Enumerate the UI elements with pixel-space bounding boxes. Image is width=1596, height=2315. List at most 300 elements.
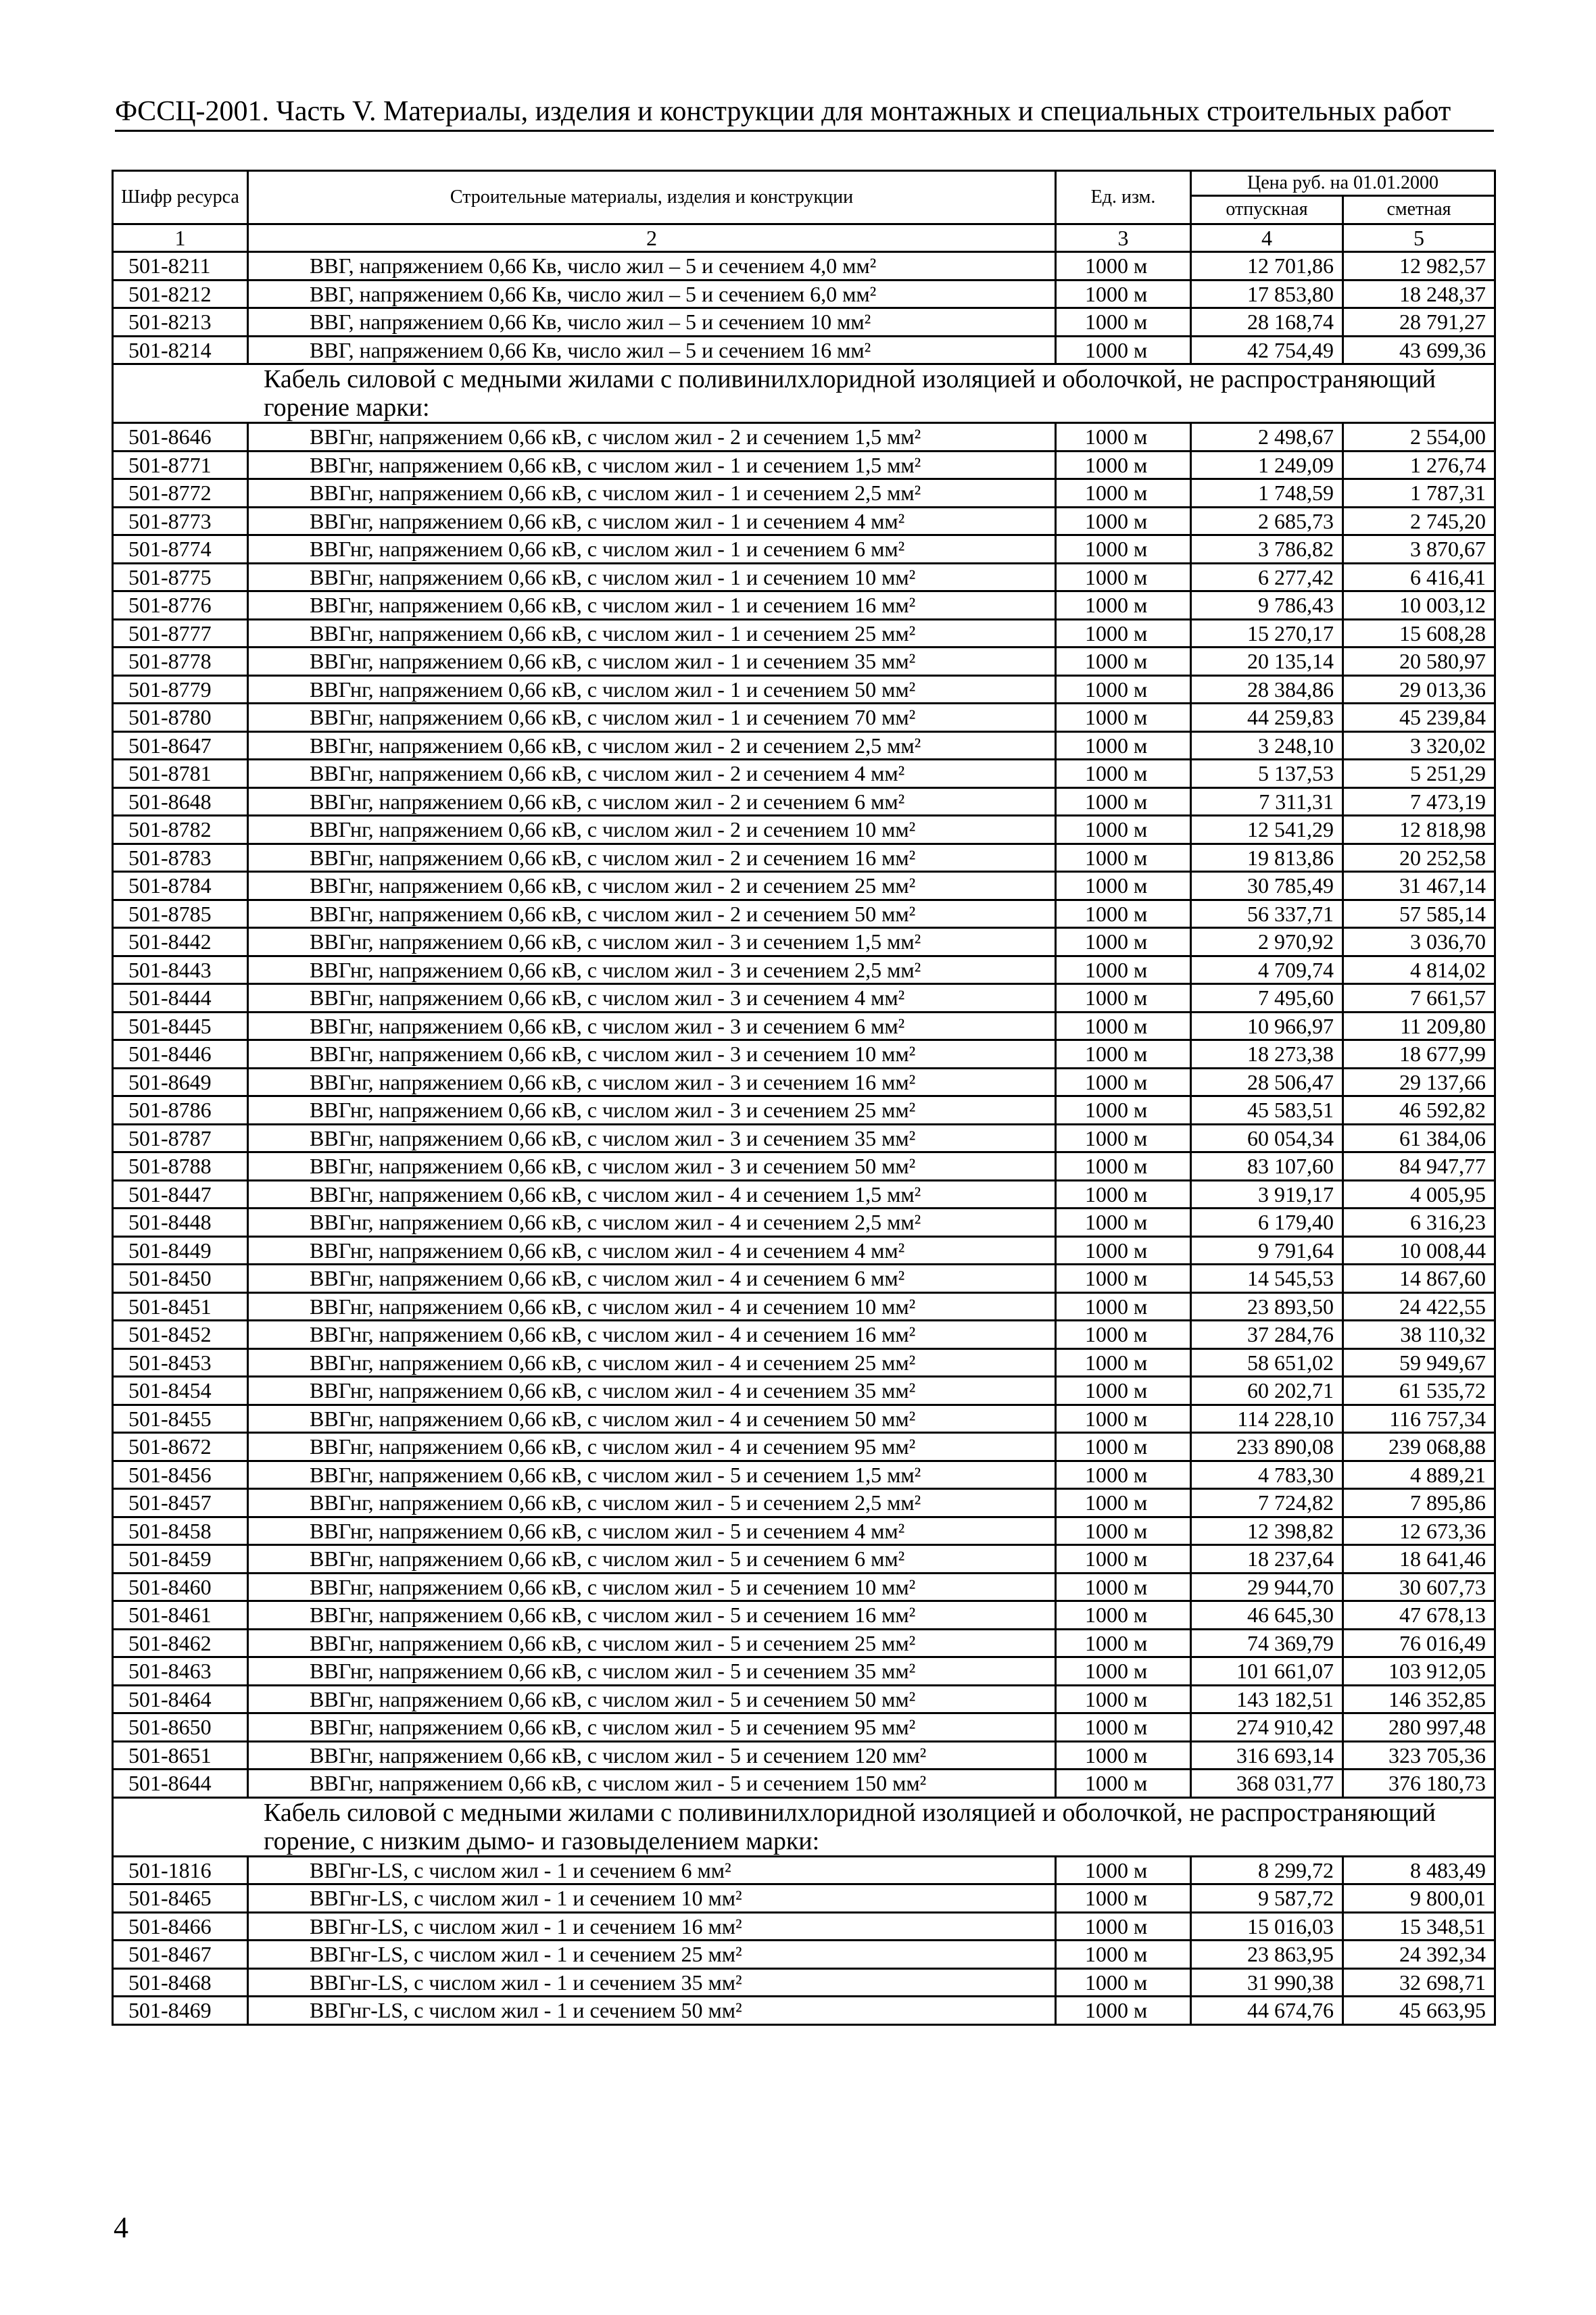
material-name: ВВГнг, напряжением 0,66 кВ, с числом жил - 1 и сечением 70 мм² [248, 704, 1056, 732]
resource-code: 501-8465 [113, 1884, 248, 1913]
price-release: 6 277,42 [1191, 563, 1343, 591]
unit: 1000 м [1056, 1968, 1191, 1997]
unit: 1000 м [1056, 731, 1191, 760]
material-name: ВВГнг, напряжением 0,66 кВ, с числом жил - 4 и сечением 1,5 мм² [248, 1180, 1056, 1209]
price-estimate: 116 757,34 [1343, 1405, 1495, 1433]
price-release: 3 248,10 [1191, 731, 1343, 760]
table-row [113, 1770, 1495, 1798]
table-row [113, 1040, 1495, 1069]
table-row [113, 1236, 1495, 1265]
table-row [113, 1629, 1495, 1657]
price-estimate: 31 467,14 [1343, 872, 1495, 900]
price-release: 2 685,73 [1191, 507, 1343, 535]
price-estimate: 1 276,74 [1343, 451, 1495, 479]
table-header-row [113, 171, 1495, 196]
price-estimate: 76 016,49 [1343, 1629, 1495, 1657]
price-estimate: 7 473,19 [1343, 787, 1495, 816]
material-name: ВВГнг, напряжением 0,66 кВ, с числом жил - 5 и сечением 4 мм² [248, 1517, 1056, 1545]
table-row [113, 1941, 1495, 1969]
material-name: ВВГнг, напряжением 0,66 кВ, с числом жил - 2 и сечением 2,5 мм² [248, 731, 1056, 760]
material-name: ВВГнг, напряжением 0,66 кВ, с числом жил - 3 и сечением 1,5 мм² [248, 928, 1056, 956]
material-name: ВВГнг, напряжением 0,66 кВ, с числом жил - 1 и сечением 25 мм² [248, 619, 1056, 648]
price-release: 44 259,83 [1191, 704, 1343, 732]
material-name: ВВГнг, напряжением 0,66 кВ, с числом жил - 2 и сечением 25 мм² [248, 872, 1056, 900]
unit: 1000 м [1056, 900, 1191, 928]
unit: 1000 м [1056, 535, 1191, 564]
material-name: ВВГнг, напряжением 0,66 кВ, с числом жил - 4 и сечением 4 мм² [248, 1236, 1056, 1265]
material-name: ВВГнг, напряжением 0,66 кВ, с числом жил - 2 и сечением 4 мм² [248, 760, 1056, 788]
table-row [113, 1265, 1495, 1293]
price-estimate: 38 110,32 [1343, 1321, 1495, 1349]
resource-code: 501-8444 [113, 984, 248, 1013]
price-estimate: 7 895,86 [1343, 1489, 1495, 1517]
material-name: ВВГнг, напряжением 0,66 кВ, с числом жил - 2 и сечением 6 мм² [248, 787, 1056, 816]
table-row [113, 1068, 1495, 1096]
resource-code: 501-8647 [113, 731, 248, 760]
unit: 1000 м [1056, 1912, 1191, 1941]
resource-code: 501-8785 [113, 900, 248, 928]
price-release: 23 893,50 [1191, 1292, 1343, 1321]
table-row [113, 1573, 1495, 1601]
material-name: ВВГнг, напряжением 0,66 кВ, с числом жил - 3 и сечением 25 мм² [248, 1096, 1056, 1125]
column-number: 4 [1191, 224, 1343, 252]
col-header-code: Шифр ресурса [113, 171, 248, 224]
unit: 1000 м [1056, 280, 1191, 308]
resource-code: 501-8649 [113, 1068, 248, 1096]
table-row [113, 816, 1495, 844]
price-estimate: 45 663,95 [1343, 1997, 1495, 2025]
material-name: ВВГнг, напряжением 0,66 кВ, с числом жил - 5 и сечением 95 мм² [248, 1713, 1056, 1742]
price-release: 74 369,79 [1191, 1629, 1343, 1657]
price-release: 29 944,70 [1191, 1573, 1343, 1601]
price-estimate: 280 997,48 [1343, 1713, 1495, 1742]
material-name: ВВГнг, напряжением 0,66 кВ, с числом жил - 5 и сечением 35 мм² [248, 1657, 1056, 1686]
unit: 1000 м [1056, 1433, 1191, 1461]
material-name: ВВГнг, напряжением 0,66 кВ, с числом жил - 3 и сечением 4 мм² [248, 984, 1056, 1013]
price-release: 7 311,31 [1191, 787, 1343, 816]
unit: 1000 м [1056, 1545, 1191, 1574]
table-row [113, 731, 1495, 760]
price-release: 1 249,09 [1191, 451, 1343, 479]
price-release: 19 813,86 [1191, 844, 1343, 872]
price-release: 9 587,72 [1191, 1884, 1343, 1913]
price-release: 31 990,38 [1191, 1968, 1343, 1997]
unit: 1000 м [1056, 1292, 1191, 1321]
price-estimate: 28 791,27 [1343, 308, 1495, 337]
resource-code: 501-8213 [113, 308, 248, 337]
unit: 1000 м [1056, 1209, 1191, 1237]
table-row [113, 423, 1495, 452]
material-name: ВВГнг, напряжением 0,66 кВ, с числом жил - 5 и сечением 10 мм² [248, 1573, 1056, 1601]
unit: 1000 м [1056, 308, 1191, 337]
price-release: 45 583,51 [1191, 1096, 1343, 1125]
table-row [113, 1405, 1495, 1433]
table-row [113, 872, 1495, 900]
material-name: ВВГнг, напряжением 0,66 кВ, с числом жил - 5 и сечением 1,5 мм² [248, 1461, 1056, 1489]
material-name: ВВГнг, напряжением 0,66 кВ, с числом жил - 3 и сечением 16 мм² [248, 1068, 1056, 1096]
price-release: 20 135,14 [1191, 648, 1343, 676]
unit: 1000 м [1056, 1713, 1191, 1742]
resource-code: 501-8784 [113, 872, 248, 900]
resource-code: 501-8455 [113, 1405, 248, 1433]
price-estimate: 103 912,05 [1343, 1657, 1495, 1686]
material-name: ВВГнг, напряжением 0,66 кВ, с числом жил - 1 и сечением 50 мм² [248, 675, 1056, 704]
price-estimate: 18 248,37 [1343, 280, 1495, 308]
price-release: 44 674,76 [1191, 1997, 1343, 2025]
material-name: ВВГнг, напряжением 0,66 кВ, с числом жил - 5 и сечением 25 мм² [248, 1629, 1056, 1657]
table-row [113, 1912, 1495, 1941]
table-row [113, 787, 1495, 816]
material-name: ВВГнг-LS, с числом жил - 1 и сечением 50 мм² [248, 1997, 1056, 2025]
price-release: 274 910,42 [1191, 1713, 1343, 1742]
material-name: ВВГнг, напряжением 0,66 кВ, с числом жил - 1 и сечением 1,5 мм² [248, 451, 1056, 479]
unit: 1000 м [1056, 1377, 1191, 1405]
unit: 1000 м [1056, 675, 1191, 704]
price-estimate: 29 137,66 [1343, 1068, 1495, 1096]
material-name: ВВГнг, напряжением 0,66 кВ, с числом жил - 2 и сечением 50 мм² [248, 900, 1056, 928]
resource-code: 501-8775 [113, 563, 248, 591]
page-number: 4 [114, 2211, 128, 2244]
price-release: 46 645,30 [1191, 1601, 1343, 1630]
unit: 1000 м [1056, 1517, 1191, 1545]
table-row [113, 252, 1495, 281]
unit: 1000 м [1056, 1601, 1191, 1630]
price-estimate: 20 252,58 [1343, 844, 1495, 872]
price-estimate: 4 814,02 [1343, 956, 1495, 984]
resource-code: 501-8469 [113, 1997, 248, 2025]
price-release: 9 786,43 [1191, 591, 1343, 620]
resource-code: 501-8442 [113, 928, 248, 956]
resource-code: 501-8443 [113, 956, 248, 984]
price-release: 83 107,60 [1191, 1152, 1343, 1181]
section-row [113, 364, 1495, 423]
unit: 1000 м [1056, 1489, 1191, 1517]
table-row [113, 479, 1495, 508]
resource-code: 501-8450 [113, 1265, 248, 1293]
table-row [113, 535, 1495, 564]
table-row [113, 280, 1495, 308]
resource-code: 501-8778 [113, 648, 248, 676]
table-row [113, 844, 1495, 872]
unit: 1000 м [1056, 336, 1191, 364]
table-row [113, 928, 1495, 956]
page-header: ФССЦ-2001. Часть V. Материалы, изделия и конструкции для монтажных и специальных строительных работ [115, 95, 1494, 132]
section-title: Кабель силовой с медными жилами с поливинилхлоридной изоляцией и оболочкой, не распространяющий горение, с низким дымо- и газовыделением марки: [113, 1797, 1495, 1856]
material-name: ВВГнг, напряжением 0,66 кВ, с числом жил - 4 и сечением 95 мм² [248, 1433, 1056, 1461]
material-name: ВВГнг, напряжением 0,66 кВ, с числом жил - 2 и сечением 16 мм² [248, 844, 1056, 872]
price-release: 7 495,60 [1191, 984, 1343, 1013]
unit: 1000 м [1056, 872, 1191, 900]
price-estimate: 6 416,41 [1343, 563, 1495, 591]
price-release: 9 791,64 [1191, 1236, 1343, 1265]
material-name: ВВГнг, напряжением 0,66 кВ, с числом жил - 2 и сечением 1,5 мм² [248, 423, 1056, 452]
material-name: ВВГнг, напряжением 0,66 кВ, с числом жил - 4 и сечением 6 мм² [248, 1265, 1056, 1293]
table-row [113, 1685, 1495, 1713]
unit: 1000 м [1056, 956, 1191, 984]
price-estimate: 7 661,57 [1343, 984, 1495, 1013]
unit: 1000 м [1056, 507, 1191, 535]
material-name: ВВГнг-LS, с числом жил - 1 и сечением 35 мм² [248, 1968, 1056, 1997]
material-name: ВВГнг, напряжением 0,66 кВ, с числом жил - 3 и сечением 10 мм² [248, 1040, 1056, 1069]
price-release: 60 202,71 [1191, 1377, 1343, 1405]
material-name: ВВГнг, напряжением 0,66 кВ, с числом жил - 4 и сечением 2,5 мм² [248, 1209, 1056, 1237]
price-release: 233 890,08 [1191, 1433, 1343, 1461]
col-header-name: Строительные материалы, изделия и конструкции [248, 171, 1056, 224]
price-release: 7 724,82 [1191, 1489, 1343, 1517]
price-estimate: 2 554,00 [1343, 423, 1495, 452]
resource-code: 501-8454 [113, 1377, 248, 1405]
material-name: ВВГнг, напряжением 0,66 кВ, с числом жил - 3 и сечением 6 мм² [248, 1012, 1056, 1040]
price-release: 3 786,82 [1191, 535, 1343, 564]
resource-code: 501-8786 [113, 1096, 248, 1125]
unit: 1000 м [1056, 760, 1191, 788]
resource-code: 501-8782 [113, 816, 248, 844]
unit: 1000 м [1056, 984, 1191, 1013]
column-number: 1 [113, 224, 248, 252]
price-estimate: 4 005,95 [1343, 1180, 1495, 1209]
price-estimate: 146 352,85 [1343, 1685, 1495, 1713]
resource-code: 501-8458 [113, 1517, 248, 1545]
price-release: 14 545,53 [1191, 1265, 1343, 1293]
resource-code: 501-8211 [113, 252, 248, 281]
price-release: 4 709,74 [1191, 956, 1343, 984]
material-name: ВВГнг, напряжением 0,66 кВ, с числом жил - 5 и сечением 120 мм² [248, 1741, 1056, 1770]
price-release: 316 693,14 [1191, 1741, 1343, 1770]
unit: 1000 м [1056, 1124, 1191, 1152]
price-estimate: 10 003,12 [1343, 591, 1495, 620]
material-name: ВВГнг-LS, с числом жил - 1 и сечением 6 мм² [248, 1856, 1056, 1884]
unit: 1000 м [1056, 1741, 1191, 1770]
price-release: 30 785,49 [1191, 872, 1343, 900]
price-estimate: 20 580,97 [1343, 648, 1495, 676]
table-row [113, 675, 1495, 704]
resource-code: 501-8773 [113, 507, 248, 535]
unit: 1000 м [1056, 704, 1191, 732]
price-estimate: 14 867,60 [1343, 1265, 1495, 1293]
material-name: ВВГнг-LS, с числом жил - 1 и сечением 25 мм² [248, 1941, 1056, 1969]
resource-code: 501-8646 [113, 423, 248, 452]
price-release: 37 284,76 [1191, 1321, 1343, 1349]
price-estimate: 24 392,34 [1343, 1941, 1495, 1969]
resource-code: 501-8446 [113, 1040, 248, 1069]
unit: 1000 м [1056, 1068, 1191, 1096]
price-release: 15 270,17 [1191, 619, 1343, 648]
table-row [113, 1433, 1495, 1461]
price-release: 15 016,03 [1191, 1912, 1343, 1941]
resource-code: 501-8783 [113, 844, 248, 872]
table-row [113, 1209, 1495, 1237]
table-row [113, 563, 1495, 591]
price-estimate: 323 705,36 [1343, 1741, 1495, 1770]
col-header-price-estimate: сметная [1343, 196, 1495, 224]
price-estimate: 46 592,82 [1343, 1096, 1495, 1125]
price-estimate: 24 422,55 [1343, 1292, 1495, 1321]
unit: 1000 м [1056, 1405, 1191, 1433]
resource-code: 501-8776 [113, 591, 248, 620]
unit: 1000 м [1056, 1321, 1191, 1349]
price-estimate: 30 607,73 [1343, 1573, 1495, 1601]
unit: 1000 м [1056, 844, 1191, 872]
resource-code: 501-8468 [113, 1968, 248, 1997]
column-number: 2 [248, 224, 1056, 252]
table-row [113, 1741, 1495, 1770]
table-row [113, 1321, 1495, 1349]
resource-code: 501-8456 [113, 1461, 248, 1489]
unit: 1000 м [1056, 928, 1191, 956]
price-estimate: 15 608,28 [1343, 619, 1495, 648]
resource-code: 501-8779 [113, 675, 248, 704]
material-name: ВВГнг, напряжением 0,66 кВ, с числом жил - 1 и сечением 6 мм² [248, 535, 1056, 564]
material-name: ВВГнг, напряжением 0,66 кВ, с числом жил - 3 и сечением 50 мм² [248, 1152, 1056, 1181]
resource-code: 501-8467 [113, 1941, 248, 1969]
resource-code: 501-8780 [113, 704, 248, 732]
material-name: ВВГ, напряжением 0,66 Кв, число жил – 5 и сечением 16 мм² [248, 336, 1056, 364]
price-release: 5 137,53 [1191, 760, 1343, 788]
material-name: ВВГнг, напряжением 0,66 кВ, с числом жил - 5 и сечением 150 мм² [248, 1770, 1056, 1798]
resource-code: 501-8461 [113, 1601, 248, 1630]
price-release: 3 919,17 [1191, 1180, 1343, 1209]
price-estimate: 5 251,29 [1343, 760, 1495, 788]
price-estimate: 43 699,36 [1343, 336, 1495, 364]
table-row [113, 1856, 1495, 1884]
table-row [113, 1884, 1495, 1913]
price-estimate: 12 982,57 [1343, 252, 1495, 281]
unit: 1000 м [1056, 1348, 1191, 1377]
table-row [113, 1012, 1495, 1040]
unit: 1000 м [1056, 816, 1191, 844]
price-release: 2 970,92 [1191, 928, 1343, 956]
material-name: ВВГнг, напряжением 0,66 кВ, с числом жил - 3 и сечением 2,5 мм² [248, 956, 1056, 984]
unit: 1000 м [1056, 591, 1191, 620]
unit: 1000 м [1056, 648, 1191, 676]
material-name: ВВГнг, напряжением 0,66 кВ, с числом жил - 4 и сечением 25 мм² [248, 1348, 1056, 1377]
material-name: ВВГнг, напряжением 0,66 кВ, с числом жил - 1 и сечением 4 мм² [248, 507, 1056, 535]
resource-code: 501-8453 [113, 1348, 248, 1377]
table-row [113, 900, 1495, 928]
price-release: 1 748,59 [1191, 479, 1343, 508]
resource-code: 501-8463 [113, 1657, 248, 1686]
col-header-unit: Ед. изм. [1056, 171, 1191, 224]
unit: 1000 м [1056, 1770, 1191, 1798]
price-release: 17 853,80 [1191, 280, 1343, 308]
material-name: ВВГ, напряжением 0,66 Кв, число жил – 5 и сечением 6,0 мм² [248, 280, 1056, 308]
price-estimate: 61 535,72 [1343, 1377, 1495, 1405]
table-row [113, 1968, 1495, 1997]
column-number: 5 [1343, 224, 1495, 252]
resource-code: 501-8447 [113, 1180, 248, 1209]
table-row [113, 308, 1495, 337]
table-row [113, 1096, 1495, 1125]
resource-code: 501-8445 [113, 1012, 248, 1040]
price-estimate: 59 949,67 [1343, 1348, 1495, 1377]
material-name: ВВГнг, напряжением 0,66 кВ, с числом жил - 4 и сечением 50 мм² [248, 1405, 1056, 1433]
resource-code: 501-8448 [113, 1209, 248, 1237]
price-estimate: 12 673,36 [1343, 1517, 1495, 1545]
unit: 1000 м [1056, 252, 1191, 281]
col-header-price-release: отпускная [1191, 196, 1343, 224]
price-release: 6 179,40 [1191, 1209, 1343, 1237]
resource-code: 501-8459 [113, 1545, 248, 1574]
unit: 1000 м [1056, 1685, 1191, 1713]
material-name: ВВГнг, напряжением 0,66 кВ, с числом жил - 1 и сечением 16 мм² [248, 591, 1056, 620]
unit: 1000 м [1056, 1573, 1191, 1601]
resource-code: 501-8212 [113, 280, 248, 308]
price-estimate: 9 800,01 [1343, 1884, 1495, 1913]
unit: 1000 м [1056, 1941, 1191, 1969]
table-row [113, 1545, 1495, 1574]
table-row [113, 1713, 1495, 1742]
unit: 1000 м [1056, 1012, 1191, 1040]
price-release: 368 031,77 [1191, 1770, 1343, 1798]
resource-code: 501-8650 [113, 1713, 248, 1742]
price-estimate: 47 678,13 [1343, 1601, 1495, 1630]
unit: 1000 м [1056, 1997, 1191, 2025]
unit: 1000 м [1056, 1096, 1191, 1125]
table-row [113, 704, 1495, 732]
price-estimate: 10 008,44 [1343, 1236, 1495, 1265]
unit: 1000 м [1056, 1884, 1191, 1913]
column-number-row [113, 224, 1495, 252]
material-name: ВВГнг, напряжением 0,66 кВ, с числом жил - 1 и сечением 35 мм² [248, 648, 1056, 676]
unit: 1000 м [1056, 479, 1191, 508]
material-name: ВВГнг, напряжением 0,66 кВ, с числом жил - 1 и сечением 2,5 мм² [248, 479, 1056, 508]
table-row [113, 984, 1495, 1013]
price-release: 28 168,74 [1191, 308, 1343, 337]
col-header-price: Цена руб. на 01.01.2000 [1191, 171, 1495, 196]
resource-code: 501-8648 [113, 787, 248, 816]
table-row [113, 1124, 1495, 1152]
price-release: 58 651,02 [1191, 1348, 1343, 1377]
price-table [112, 170, 1496, 2026]
price-release: 114 228,10 [1191, 1405, 1343, 1433]
material-name: ВВГнг, напряжением 0,66 кВ, с числом жил - 4 и сечением 10 мм² [248, 1292, 1056, 1321]
price-estimate: 8 483,49 [1343, 1856, 1495, 1884]
price-estimate: 3 870,67 [1343, 535, 1495, 564]
resource-code: 501-8772 [113, 479, 248, 508]
material-name: ВВГнг, напряжением 0,66 кВ, с числом жил - 3 и сечением 35 мм² [248, 1124, 1056, 1152]
material-name: ВВГнг-LS, с числом жил - 1 и сечением 10 мм² [248, 1884, 1056, 1913]
resource-code: 501-8672 [113, 1433, 248, 1461]
resource-code: 501-8787 [113, 1124, 248, 1152]
price-estimate: 18 641,46 [1343, 1545, 1495, 1574]
table-row [113, 1152, 1495, 1181]
unit: 1000 м [1056, 1236, 1191, 1265]
material-name: ВВГ, напряжением 0,66 Кв, число жил – 5 и сечением 4,0 мм² [248, 252, 1056, 281]
price-estimate: 29 013,36 [1343, 675, 1495, 704]
price-estimate: 3 036,70 [1343, 928, 1495, 956]
resource-code: 501-8466 [113, 1912, 248, 1941]
price-estimate: 45 239,84 [1343, 704, 1495, 732]
resource-code: 501-8644 [113, 1770, 248, 1798]
price-release: 101 661,07 [1191, 1657, 1343, 1686]
unit: 1000 м [1056, 563, 1191, 591]
price-release: 18 273,38 [1191, 1040, 1343, 1069]
price-estimate: 12 818,98 [1343, 816, 1495, 844]
material-name: ВВГнг, напряжением 0,66 кВ, с числом жил - 4 и сечением 16 мм² [248, 1321, 1056, 1349]
price-release: 2 498,67 [1191, 423, 1343, 452]
price-release: 10 966,97 [1191, 1012, 1343, 1040]
price-release: 28 506,47 [1191, 1068, 1343, 1096]
price-release: 4 783,30 [1191, 1461, 1343, 1489]
material-name: ВВГнг-LS, с числом жил - 1 и сечением 16 мм² [248, 1912, 1056, 1941]
price-release: 28 384,86 [1191, 675, 1343, 704]
unit: 1000 м [1056, 423, 1191, 452]
unit: 1000 м [1056, 1180, 1191, 1209]
price-estimate: 3 320,02 [1343, 731, 1495, 760]
resource-code: 501-8771 [113, 451, 248, 479]
table-row [113, 1348, 1495, 1377]
material-name: ВВГнг, напряжением 0,66 кВ, с числом жил - 2 и сечением 10 мм² [248, 816, 1056, 844]
